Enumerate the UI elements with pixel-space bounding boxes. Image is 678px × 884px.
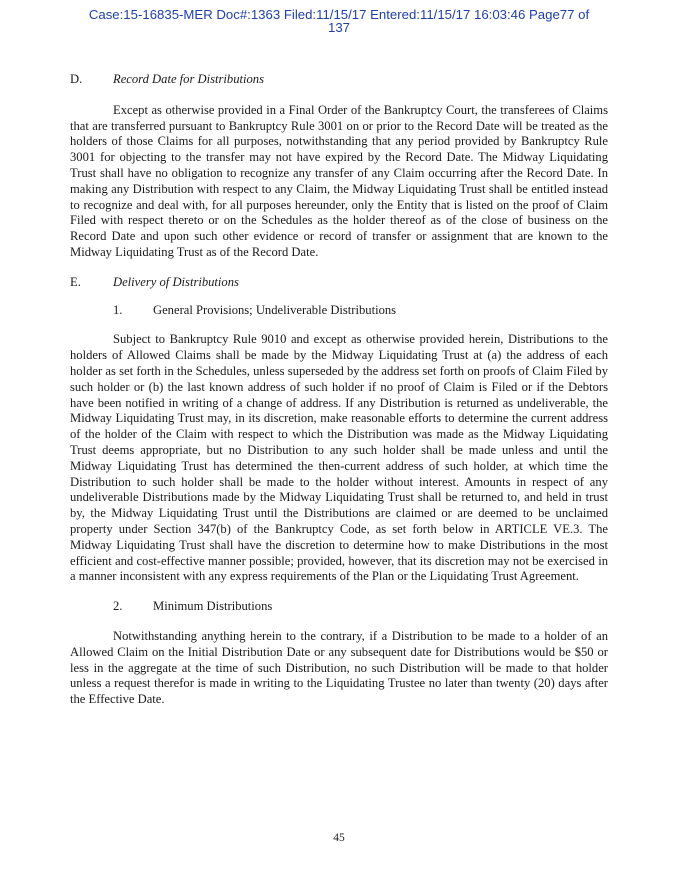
document-body [70, 72, 608, 708]
case-header [0, 8, 678, 34]
subsection-e1-number: 1. [113, 302, 123, 317]
case-header-line2: 137 [327, 20, 350, 35]
section-d-paragraph: Except as otherwise provided in a Final Order of the Bankruptcy Court, the transferees of Claims that are transferred pursuant to Bankruptcy Rule 3001 on or prior to the Record Date will be treated as the holders of those Claims for all purposes, notwithstanding that any period provided by Bankruptcy Rule 3001 for objecting to the transfer may not have expired by the Record Date. The Midway Liquidating Trust shall have no obligation to recognize any transfer of any Claim occurring after the Record Date. In making any Distribution with respect to any Claim, the Midway Liquidating Trust shall be entitled instead to recognize and deal with, for all purposes hereunder, only the Entity that is listed on the proof of Claim Filed with respect thereto or on the Schedules as the holder thereof as of the close of business on the Record Date and upon such other evidence or record of transfer or assignment that are known to the Midway Liquidating Trust as of the Record Date. [70, 102, 608, 259]
page-number: 45 [333, 832, 345, 844]
case-header-line1: Case:15-16835-MER Doc#:1363 Filed:11/15/17 Entered:11/15/17 16:03:46 Page77 of [88, 7, 590, 22]
section-e-title: Delivery of Distributions [113, 274, 239, 289]
section-d-title: Record Date for Distributions [113, 72, 265, 86]
subsection-e2-number: 2. [113, 599, 123, 614]
subsection-e1-title: General Provisions; Undeliverable Distributions [153, 302, 397, 317]
section-e-letter: E. [70, 274, 81, 289]
section-d-heading [70, 72, 608, 88]
subsection-e2-paragraph: Notwithstanding anything herein to the contrary, if a Distribution to be made to a holder of an Allowed Claim on the Initial Distribution Date or any subsequent date for Distributions would be $50 or less in the aggregate at the time of such Distribution, no such Distribution will be made to that holder unless a request therefor is made in writing to the Liquidating Trustee no later than twenty (20) days after the Effective Date. [70, 628, 608, 707]
subsection-e1-paragraph: Subject to Bankruptcy Rule 9010 and except as otherwise provided herein, Distributions to the holders of Allowed Claims shall be made by the Midway Liquidating Trust at (a) the address of each holder as set forth in the Schedules, unless superseded by the address set forth on proofs of Claim Filed by such holder or (b) the last known address of such holder if no proof of Claim is Filed or if the Debtors have been notified in writing of a change of address. If any Distribution is returned as undeliverable, the Midway Liquidating Trust may, in its discretion, make reasonable efforts to determine the current address of the holder of the Claim with respect to which the Distribution was made as the Midway Liquidating Trust deems appropriate, but no Distribution to any such holder shall be made unless and until the Midway Liquidating Trust has determined the then-current address of such holder, at which time the Distribution to such holder shall be made to the holder without interest. Amounts in respect of any undeliverable Distributions made by the Midway Liquidating Trust shall be returned to, and held in trust by, the Midway Liquidating Trust until the Distributions are claimed or are deemed to be unclaimed property under Section 347(b) of the Bankruptcy Code, as set forth below in ARTICLE VE.3. The Midway Liquidating Trust shall have the discretion to determine how to make Distributions in the most efficient and cost-effective manner possible; provided, however, that its discretion may not be exercised in a manner inconsistent with any express requirements of the Plan or the Liquidating Trust Agreement. [70, 332, 608, 584]
subsection-e1-heading [70, 303, 608, 319]
section-d-letter: D. [70, 72, 83, 86]
subsection-e2-title: Minimum Distributions [153, 599, 273, 614]
subsection-e2-heading [70, 599, 608, 615]
section-e-heading [70, 275, 608, 291]
